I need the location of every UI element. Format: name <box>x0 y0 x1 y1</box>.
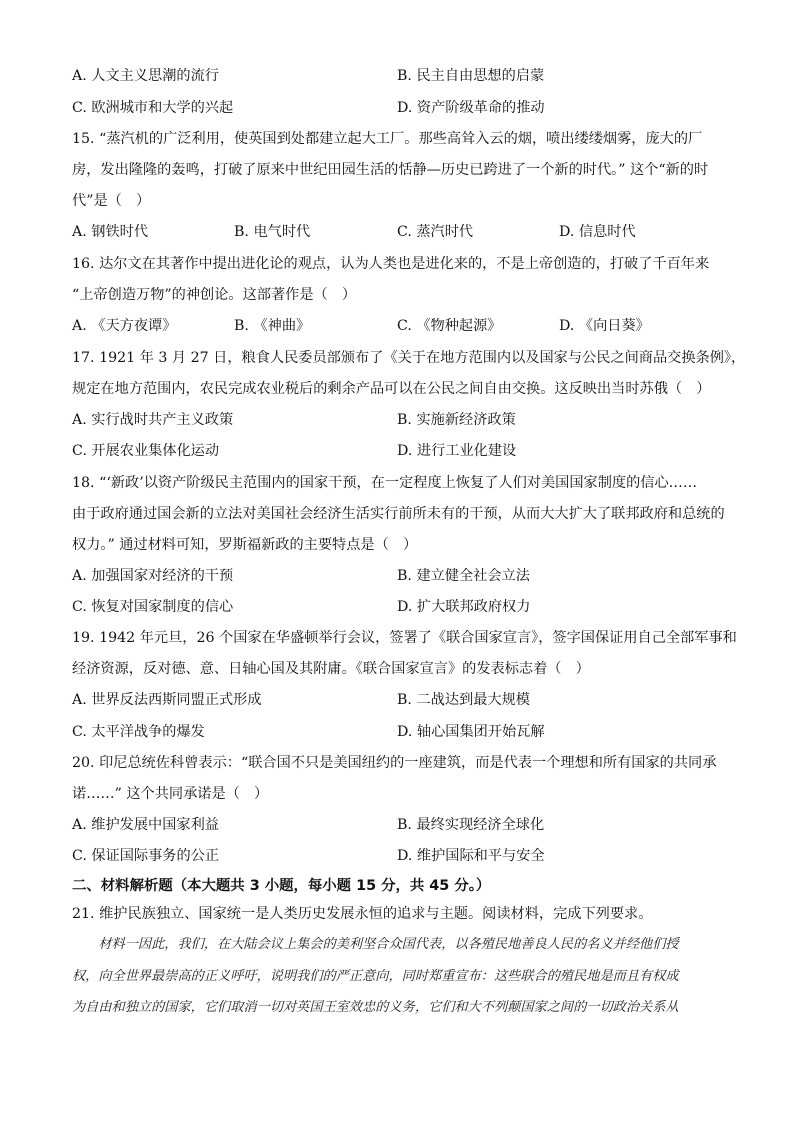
q17-option-d: D. 进行工业化建设 <box>397 443 517 459</box>
q18-stem-line-1: 18. “‘新政’以资产阶级民主范围内的国家干预，在一定程度上恢复了人们对美国国家制度的信心…… <box>72 475 698 491</box>
q17-option-a: A. 实行战时共产主义政策 <box>72 412 234 428</box>
q16-option-c: C. 《物种起源》 <box>397 318 502 334</box>
q19-option-c: C. 太平洋战争的爆发 <box>72 724 205 740</box>
q20-option-a: A. 维护发展中国家利益 <box>72 817 219 833</box>
q16-option-d: D. 《向日葵》 <box>559 318 650 334</box>
q20-option-b: B. 最终实现经济全球化 <box>397 817 545 833</box>
q14-option-b: B. 民主自由思想的启蒙 <box>397 68 545 84</box>
q17-option-c: C. 开展农业集体化运动 <box>72 443 220 459</box>
q20-stem-line-2: 诺……” 这个共同承诺是（ ） <box>72 786 269 802</box>
q15-option-a: A. 钢铁时代 <box>72 224 149 240</box>
q18-option-b: B. 建立健全社会立法 <box>397 568 530 584</box>
q18-option-a: A. 加强国家对经济的干预 <box>72 568 234 584</box>
q15-stem-line-2: 房，发出隆隆的轰鸣，打破了原来中世纪田园生活的恬静—历史已跨进了一个新的时代。” 这个“新的时 <box>72 162 709 178</box>
q20-stem-line-1: 20. 印尼总统佐科曾表示：“联合国不只是美国纽约的一座建筑，而是代表一个理想和所有国家的共同承 <box>72 755 717 771</box>
q19-option-b: B. 二战达到最大规模 <box>397 692 530 708</box>
q21-intro: 21. 维护民族独立、国家统一是人类历史发展永恒的追求与主题。阅读材料，完成下列要求。 <box>72 906 653 922</box>
q15-option-d: D. 信息时代 <box>559 224 636 240</box>
q18-stem-line-2: 由于政府通过国会新的立法对美国社会经济生活实行前所未有的干预，从而大大扩大了联邦政府和总统的 <box>72 506 725 522</box>
q18-option-c: C. 恢复对国家制度的信心 <box>72 599 234 615</box>
q19-option-a: A. 世界反法西斯同盟正式形成 <box>72 692 262 708</box>
q17-stem-line-1: 17. 1921 年 3 月 27 日，粮食人民委员部颁布了《关于在地方范围内以及国家与公民之间商品交换条例》， <box>72 350 746 366</box>
q21-material-line-2: 权，向全世界最崇高的正义呼吁，说明我们的严正意向，同时郑重宣布：这些联合的殖民地是而且有权成 <box>72 969 679 984</box>
section-heading: 二、材料解析题（本大题共 3 小题，每小题 15 分，共 45 分。） <box>72 878 491 894</box>
q17-option-b: B. 实施新经济政策 <box>397 412 516 428</box>
q15-stem-line-3: 代”是（ ） <box>72 193 151 209</box>
q17-stem-line-2: 规定在地方范围内，农民完成农业税后的剩余产品可以在公民之间自由交换。这反映出当时苏俄（ ） <box>72 381 711 397</box>
q16-stem-line-1: 16. 达尔文在其著作中提出进化论的观点，认为人类也是进化来的，不是上帝创造的，打破了千百年来 <box>72 256 710 272</box>
q21-material-line-3: 为自由和独立的国家，它们取消一切对英国王室效忠的义务，它们和大不列颠国家之间的一切政治关系从 <box>72 1000 679 1015</box>
q14-option-a: A. 人文主义思潮的流行 <box>72 68 219 84</box>
q19-option-d: D. 轴心国集团开始瓦解 <box>397 724 545 740</box>
q19-stem-line-2: 经济资源，反对德、意、日轴心国及其附庸。《联合国家宣言》的发表标志着（ ） <box>72 661 590 677</box>
q16-stem-line-2: “上帝创造万物”的神创论。这部著作是（ ） <box>72 287 357 303</box>
q14-option-c: C. 欧洲城市和大学的兴起 <box>72 100 234 116</box>
q15-stem-line-1: 15. “蒸汽机的广泛利用，使英国到处都建立起大工厂。那些高耸入云的烟，喷出缕缕烟雾，庞大的厂 <box>72 131 703 147</box>
q21-material-line-1: 材料一因此，我们，在大陆会议上集会的美利坚合众国代表，以各殖民地善良人民的名义并经他们授 <box>72 937 679 952</box>
q16-option-a: A. 《天方夜谭》 <box>72 318 177 334</box>
q18-option-d: D. 扩大联邦政府权力 <box>397 599 531 615</box>
q18-stem-line-3: 权力。” 通过材料可知，罗斯福新政的主要特点是（ ） <box>72 537 418 553</box>
q15-option-c: C. 蒸汽时代 <box>397 224 474 240</box>
q14-option-d: D. 资产阶级革命的推动 <box>397 100 545 116</box>
q15-option-b: B. 电气时代 <box>234 224 311 240</box>
q16-option-b: B. 《神曲》 <box>234 318 311 334</box>
q20-option-d: D. 维护国际和平与安全 <box>397 848 545 864</box>
q19-stem-line-1: 19. 1942 年元旦，26 个国家在华盛顿举行会议，签署了《联合国家宣言》，签字国保证用自己全部军事和 <box>72 630 737 646</box>
q20-option-c: C. 保证国际事务的公正 <box>72 848 220 864</box>
